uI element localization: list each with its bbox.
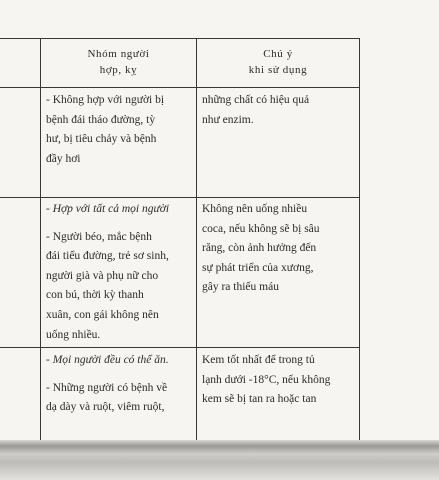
header-divider — [0, 87, 360, 88]
row1-suit-line3: hư, bị tiêu chảy và bệnh — [46, 133, 157, 146]
row2-suit-line5: xuân, con gái không nên — [46, 308, 159, 321]
row2-suit-line1: - Người béo, mắc bệnh — [46, 230, 152, 243]
row3-suit-intro: - Mọi người đều có thể ăn. — [46, 354, 169, 366]
row1-note-line1: những chất có hiệu quả — [202, 94, 310, 106]
row2-suit-line3: người già và phụ nữ cho — [46, 269, 159, 282]
row3-note-line1: Kem tốt nhất để trong tủ — [202, 354, 315, 366]
row3-suit-line2: dạ dày và ruột, viêm ruột, — [46, 401, 165, 414]
header-notes-line2: khi sử dụng — [248, 64, 308, 76]
row2-note-line3: răng, còn ảnh hưởng đến — [202, 242, 317, 255]
column-divider-right — [359, 38, 360, 440]
row3-note-line3: kem sẽ bị tan ra hoặc tan — [202, 393, 317, 406]
row1-suitability — [46, 91, 192, 169]
row2-note-line5: gây ra thiếu máu — [202, 281, 279, 294]
row2-suitability — [46, 200, 192, 345]
header-notes-line1: Chú ý — [263, 48, 293, 60]
header-suitability-line2: hợp, kỵ — [99, 64, 138, 76]
row1-note-line2: như enzim. — [202, 113, 254, 126]
row-divider-2 — [0, 347, 360, 348]
row3-suit-line1: - Những người có bệnh về — [46, 381, 168, 394]
row1-suit-line1: - Không hợp với người bị — [46, 94, 165, 106]
column-divider-left — [40, 38, 41, 440]
column-divider-middle — [196, 38, 197, 440]
row3-note-line2: lạnh dưới -18°C, nếu không — [202, 373, 331, 386]
row-divider-1 — [0, 197, 360, 198]
row2-notes — [202, 200, 354, 298]
row2-suit-line4: con bú, thời kỳ thanh — [46, 289, 144, 302]
row3-notes — [202, 351, 354, 410]
row1-suit-line2: bệnh đái tháo đường, tỳ — [46, 113, 156, 126]
row2-note-line4: sự phát triển của xương, — [202, 261, 314, 274]
row3-suitability — [46, 351, 192, 418]
header-notes — [197, 46, 359, 78]
row2-suit-line2: đái tiểu đường, trẻ sơ sinh, — [46, 250, 169, 263]
row1-notes — [202, 91, 354, 130]
header-suitability-line1: Nhóm người — [87, 48, 150, 60]
row2-note-line1: Không nên uống nhiều — [202, 203, 308, 215]
row2-note-line2: coca, nếu không sẽ bị sâu — [202, 222, 320, 235]
page-fold-shadow — [0, 440, 439, 480]
row2-suit-intro: - Hợp với tất cả mọi người — [46, 203, 170, 215]
row1-suit-line4: đầy hơi — [46, 152, 81, 165]
row2-suit-line6: uống nhiều. — [46, 328, 101, 341]
header-suitability — [41, 46, 196, 78]
table-top-border — [0, 38, 360, 39]
